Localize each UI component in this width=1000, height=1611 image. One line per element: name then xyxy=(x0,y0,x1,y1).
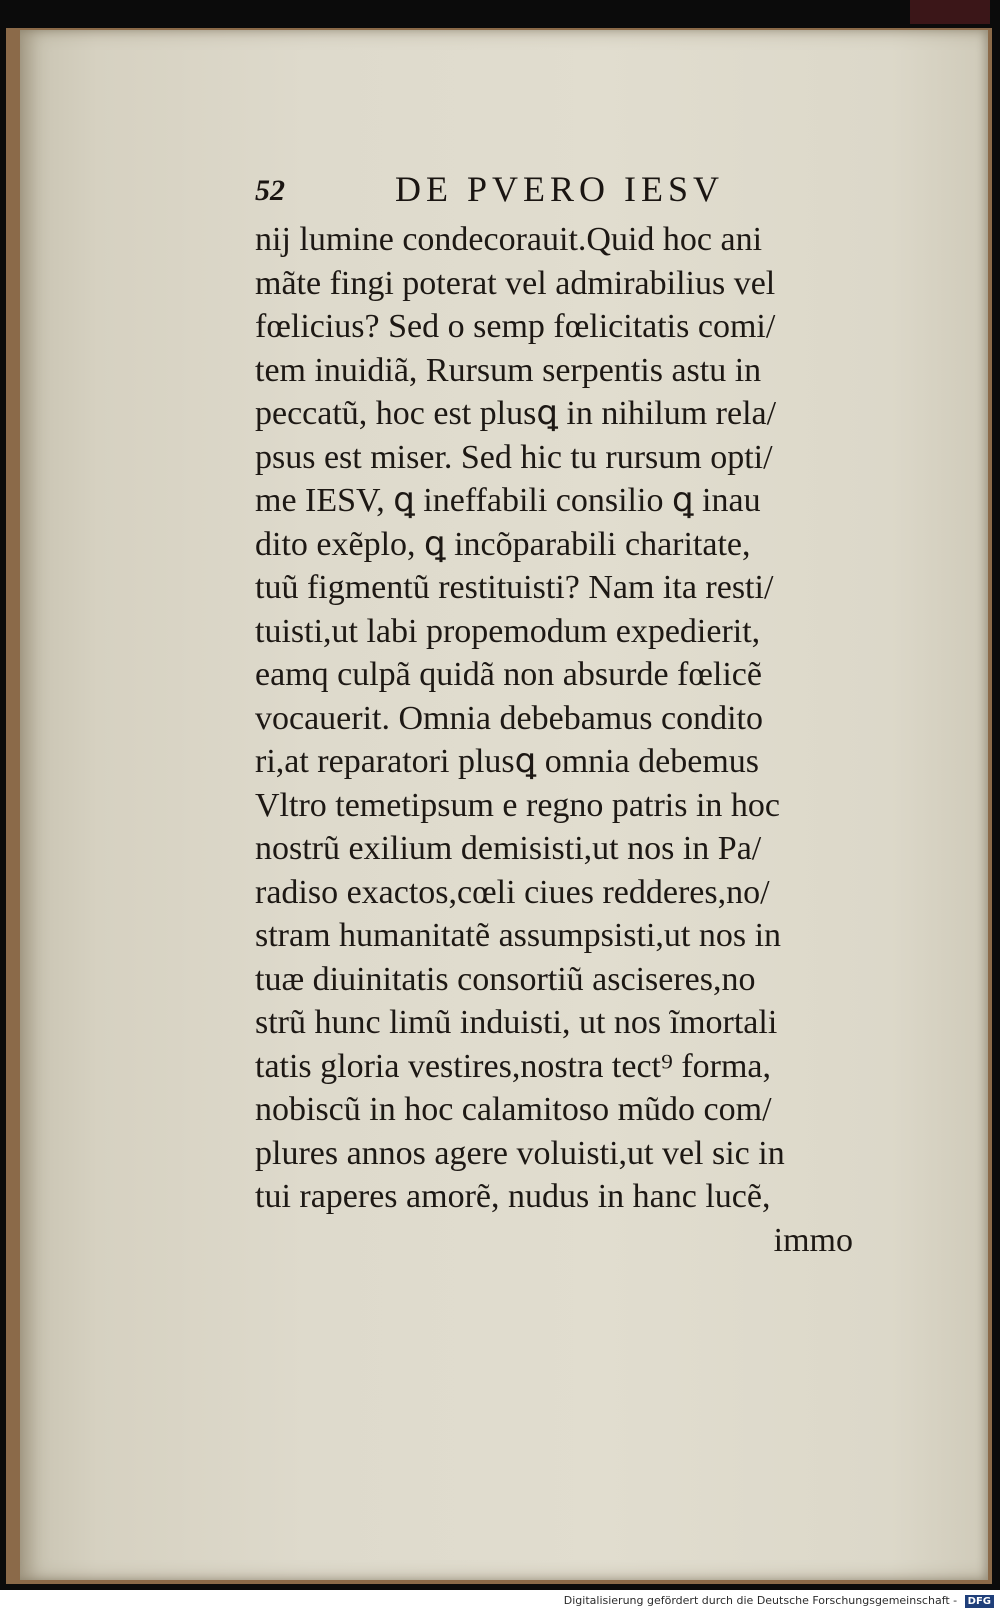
text-line: tuæ diuinitatis consortiũ asciseres,no xyxy=(255,960,756,998)
text-line: tuũ figmentũ restituisti? Nam ita resti/ xyxy=(255,569,774,606)
catchword: immo xyxy=(773,1221,853,1259)
text-line: vocauerit. Omnia debebamus condito xyxy=(255,699,763,737)
text-line: psus est miser. Sed hic tu rursum opti/ xyxy=(255,438,773,476)
book-cover-corner xyxy=(910,0,990,24)
text-line: nobiscũ in hoc calamitoso mũdo com/ xyxy=(255,1091,772,1128)
text-line: Vltro temetipsum e regno patris in hoc xyxy=(255,786,780,824)
running-title: DE PVERO IESV xyxy=(395,169,725,209)
page-number: 52 xyxy=(255,174,285,207)
text-line: tuisti,ut labi propemodum expedierit, xyxy=(255,612,761,650)
text-line: tem inuidiã, Rursum serpentis astu in xyxy=(255,351,762,389)
text-line: dito exẽplo, ꝗ incõparabili charitate, xyxy=(255,525,751,563)
text-line: radiso exactos,cœli ciues redderes,no/ xyxy=(255,873,770,911)
text-line: strũ hunc limũ induisti, ut nos ĩmortali xyxy=(255,1004,778,1041)
text-line: fœlicius? Sed o semp fœlicitatis comi/ xyxy=(255,308,776,345)
text-line: nij lumine condecorauit.Quid hoc ani xyxy=(255,221,763,258)
text-line: mãte fingi poterat vel admirabilius vel xyxy=(255,264,776,302)
funding-credit xyxy=(564,1594,994,1608)
text-line: me IESV, ꝗ ineffabili consilio ꝗ inau xyxy=(255,482,761,519)
text-line: eamq culpã quidã non absurde fœlicẽ xyxy=(255,656,762,693)
body-text xyxy=(255,218,915,1262)
text-line: ri,at reparatori plusꝗ omnia debemus xyxy=(255,743,760,780)
text-line: tatis gloria vestires,nostra tect⁹ forma, xyxy=(255,1047,772,1085)
text-line: nostrũ exilium demisisti,ut nos in Pa/ xyxy=(255,830,762,867)
dfg-logo: DFG xyxy=(965,1595,994,1608)
text-line: stram humanitatẽ assumpsisti,ut nos in xyxy=(255,917,782,954)
page-header xyxy=(255,168,845,218)
text-line: plures annos agere voluisti,ut vel sic in xyxy=(255,1134,785,1172)
text-line: tui raperes amorẽ, nudus in hanc lucẽ, xyxy=(255,1178,771,1215)
funding-credit-text: Digitalisierung gefördert durch die Deutsche Forschungsgemeinschaft - xyxy=(563,1594,958,1607)
text-line: peccatũ, hoc est plusꝗ in nihilum rela/ xyxy=(255,395,777,432)
